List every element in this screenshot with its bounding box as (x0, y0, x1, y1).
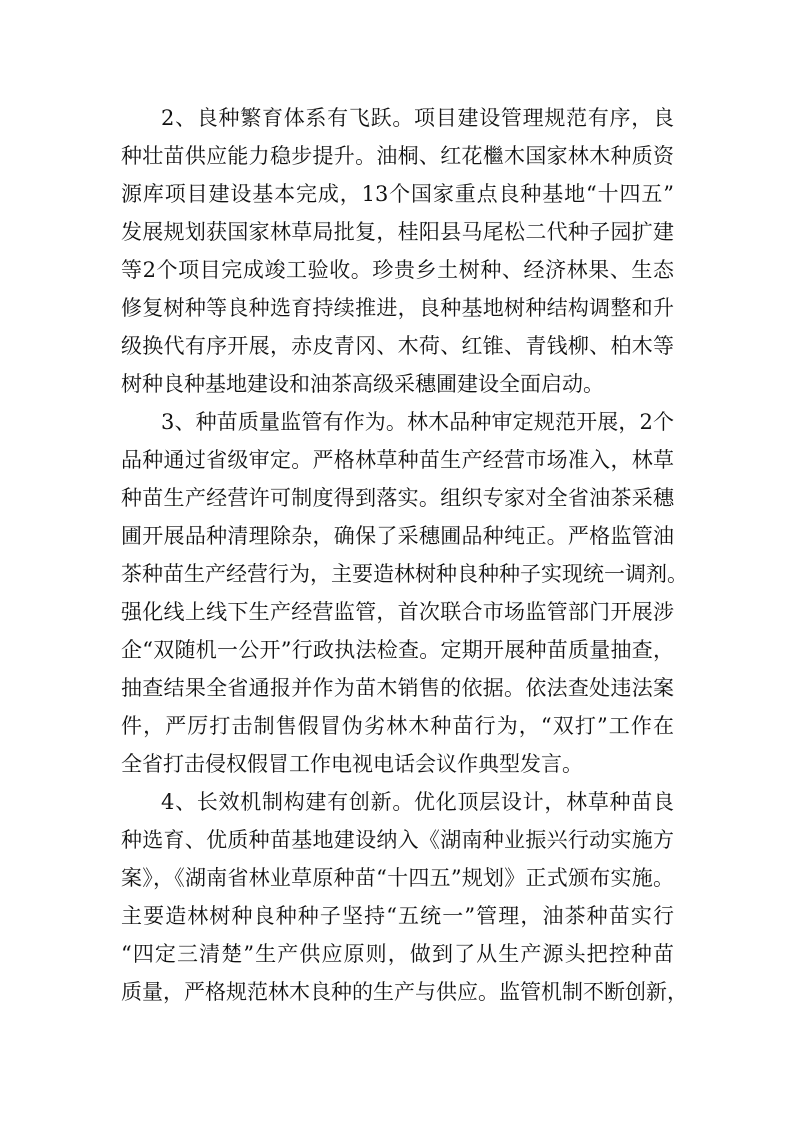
text-line: 品种通过省级审定。严格林草种苗生产经营市场准入，林草 (121, 448, 674, 472)
text-line: 种壮苗供应能力稳步提升。油桐、红花檵木国家林木种质资 (121, 144, 674, 168)
text-line: 3、种苗质量监管有作为。林木品种审定规范开展，2个 (161, 410, 674, 434)
text-line: 茶种苗生产经营行为，主要造林树种良种种子实现统一调剂。 (121, 562, 688, 586)
text-line: 企“双随机一公开”行政执法检查。定期开展种苗质量抽查， (121, 638, 674, 662)
text-line: 抽查结果全省通报并作为苗木销售的依据。依法查处违法案 (121, 676, 674, 700)
text-line: 圃开展品种清理除杂，确保了采穗圃品种纯正。严格监管油 (121, 524, 674, 548)
text-line: 案》，《湖南省林业草原种苗“十四五”规划》正式颁布实施。 (121, 866, 674, 890)
text-line: 件，严厉打击制售假冒伪劣林木种苗行为，“双打”工作在 (121, 714, 674, 738)
text-line: 2、良种繁育体系有飞跃。项目建设管理规范有序，良 (161, 106, 674, 130)
text-line: 等2个项目完成竣工验收。珍贵乡土树种、经济林果、生态 (121, 258, 674, 282)
text-line: 质量，严格规范林木良种的生产与供应。监管机制不断创新， (121, 980, 688, 1004)
text-line: 源库项目建设基本完成，13个国家重点良种基地“十四五” (121, 182, 674, 206)
text-line: 种苗生产经营许可制度得到落实。组织专家对全省油茶采穗 (121, 486, 674, 510)
text-line: 树种良种基地建设和油茶高级采穗圃建设全面启动。 (121, 372, 604, 396)
text-line: “四定三清楚”生产供应原则，做到了从生产源头把控种苗 (121, 942, 674, 966)
text-line: 主要造林树种良种种子坚持“五统一”管理，油茶种苗实行 (121, 904, 674, 928)
text-line: 级换代有序开展，赤皮青冈、木荷、红锥、青钱柳、柏木等 (121, 334, 674, 358)
text-line: 4、长效机制构建有创新。优化顶层设计，林草种苗良 (161, 790, 674, 814)
text-line: 修复树种等良种选育持续推进，良种基地树种结构调整和升 (121, 296, 674, 320)
text-line: 强化线上线下生产经营监管，首次联合市场监管部门开展涉 (121, 600, 674, 624)
text-line: 发展规划获国家林草局批复，桂阳县马尾松二代种子园扩建 (121, 220, 674, 244)
text-line: 种选育、优质种苗基地建设纳入《湖南种业振兴行动实施方 (121, 828, 674, 852)
text-line: 全省打击侵权假冒工作电视电话会议作典型发言。 (121, 752, 583, 776)
